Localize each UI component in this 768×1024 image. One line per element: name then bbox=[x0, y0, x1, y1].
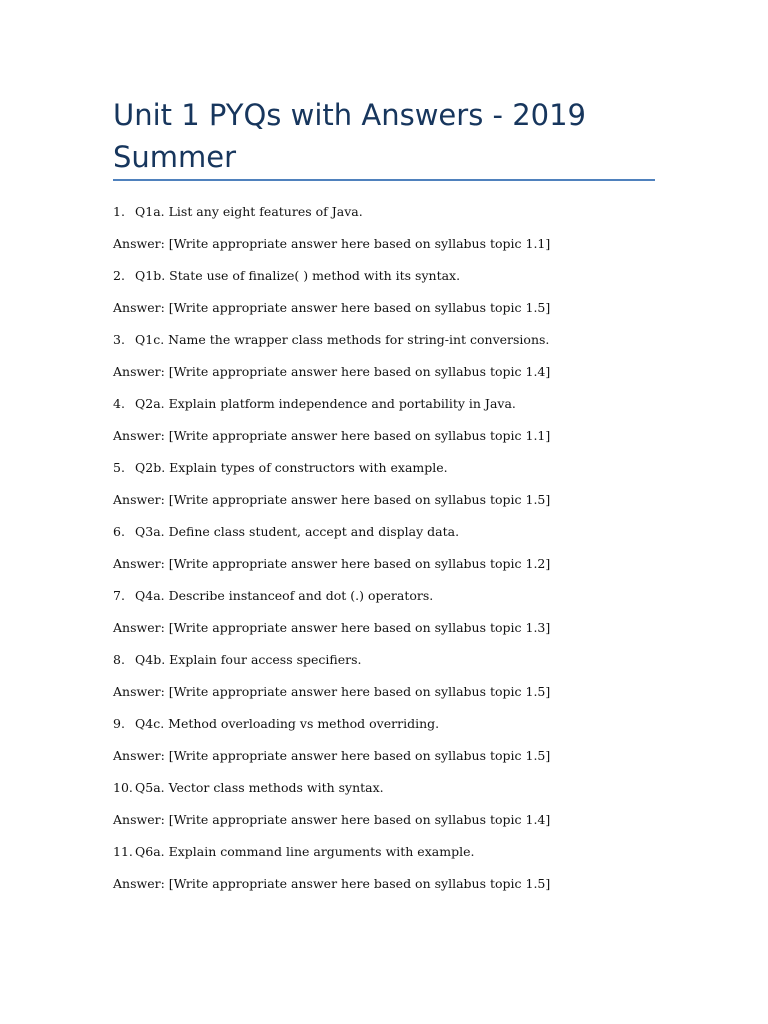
list-item bbox=[113, 262, 673, 326]
answer-text: Answer: [Write appropriate answer here based on syllabus topic 1.3] bbox=[113, 620, 551, 635]
question-text bbox=[113, 394, 516, 414]
question-label: Q2a. Explain platform independence and portability in Java. bbox=[135, 396, 516, 411]
list-number: 1. bbox=[113, 204, 125, 219]
answer-text: Answer: [Write appropriate answer here based on syllabus topic 1.4] bbox=[113, 812, 551, 827]
question-text bbox=[113, 714, 439, 734]
list-item bbox=[113, 710, 673, 774]
list-number: 2. bbox=[113, 268, 125, 283]
question-text bbox=[113, 586, 433, 606]
answer-text: Answer: [Write appropriate answer here based on syllabus topic 1.5] bbox=[113, 492, 551, 507]
question-text bbox=[113, 458, 448, 478]
answer-text: Answer: [Write appropriate answer here based on syllabus topic 1.5] bbox=[113, 748, 551, 763]
list-item bbox=[113, 198, 673, 262]
list-number: 6. bbox=[113, 524, 125, 539]
question-text bbox=[113, 202, 363, 222]
list-item bbox=[113, 326, 673, 390]
document-title: Unit 1 PYQs with Answers - 2019 Summer bbox=[113, 98, 587, 174]
list-item bbox=[113, 582, 673, 646]
answer-text: Answer: [Write appropriate answer here based on syllabus topic 1.5] bbox=[113, 876, 551, 891]
list-number: 9. bbox=[113, 716, 125, 731]
question-text bbox=[113, 522, 459, 542]
question-label: Q6a. Explain command line arguments with example. bbox=[135, 844, 475, 859]
question-label: Q1a. List any eight features of Java. bbox=[135, 204, 363, 219]
question-text bbox=[113, 650, 362, 670]
question-label: Q1c. Name the wrapper class methods for string-int conversions. bbox=[135, 332, 550, 347]
question-label: Q3a. Define class student, accept and display data. bbox=[135, 524, 460, 539]
answer-text: Answer: [Write appropriate answer here based on syllabus topic 1.4] bbox=[113, 364, 551, 379]
question-label: Q4c. Method overloading vs method overriding. bbox=[135, 716, 440, 731]
list-item bbox=[113, 774, 673, 838]
question-text bbox=[113, 842, 474, 862]
list-number: 7. bbox=[113, 588, 125, 603]
list-item bbox=[113, 838, 673, 902]
list-item bbox=[113, 646, 673, 710]
answer-text: Answer: [Write appropriate answer here based on syllabus topic 1.1] bbox=[113, 236, 551, 251]
list-item bbox=[113, 454, 673, 518]
list-item bbox=[113, 390, 673, 454]
list-number: 10. bbox=[113, 780, 133, 795]
list-number: 3. bbox=[113, 332, 125, 347]
question-text bbox=[113, 266, 460, 286]
question-text bbox=[113, 330, 549, 350]
question-label: Q5a. Vector class methods with syntax. bbox=[135, 780, 384, 795]
question-label: Q1b. State use of finalize( ) method with its syntax. bbox=[135, 268, 461, 283]
answer-text: Answer: [Write appropriate answer here based on syllabus topic 1.5] bbox=[113, 300, 551, 315]
list-number: 8. bbox=[113, 652, 125, 667]
list-number: 4. bbox=[113, 396, 125, 411]
title-underline bbox=[113, 179, 655, 181]
question-label: Q4a. Describe instanceof and dot (.) operators. bbox=[135, 588, 434, 603]
answer-text: Answer: [Write appropriate answer here based on syllabus topic 1.2] bbox=[113, 556, 551, 571]
list-number: 5. bbox=[113, 460, 125, 475]
question-text bbox=[113, 778, 384, 798]
list-number: 11. bbox=[113, 844, 133, 859]
list-item bbox=[113, 518, 673, 582]
question-list bbox=[113, 198, 673, 902]
answer-text: Answer: [Write appropriate answer here based on syllabus topic 1.1] bbox=[113, 428, 551, 443]
question-label: Q4b. Explain four access specifiers. bbox=[135, 652, 362, 667]
question-label: Q2b. Explain types of constructors with example. bbox=[135, 460, 448, 475]
answer-text: Answer: [Write appropriate answer here based on syllabus topic 1.5] bbox=[113, 684, 551, 699]
